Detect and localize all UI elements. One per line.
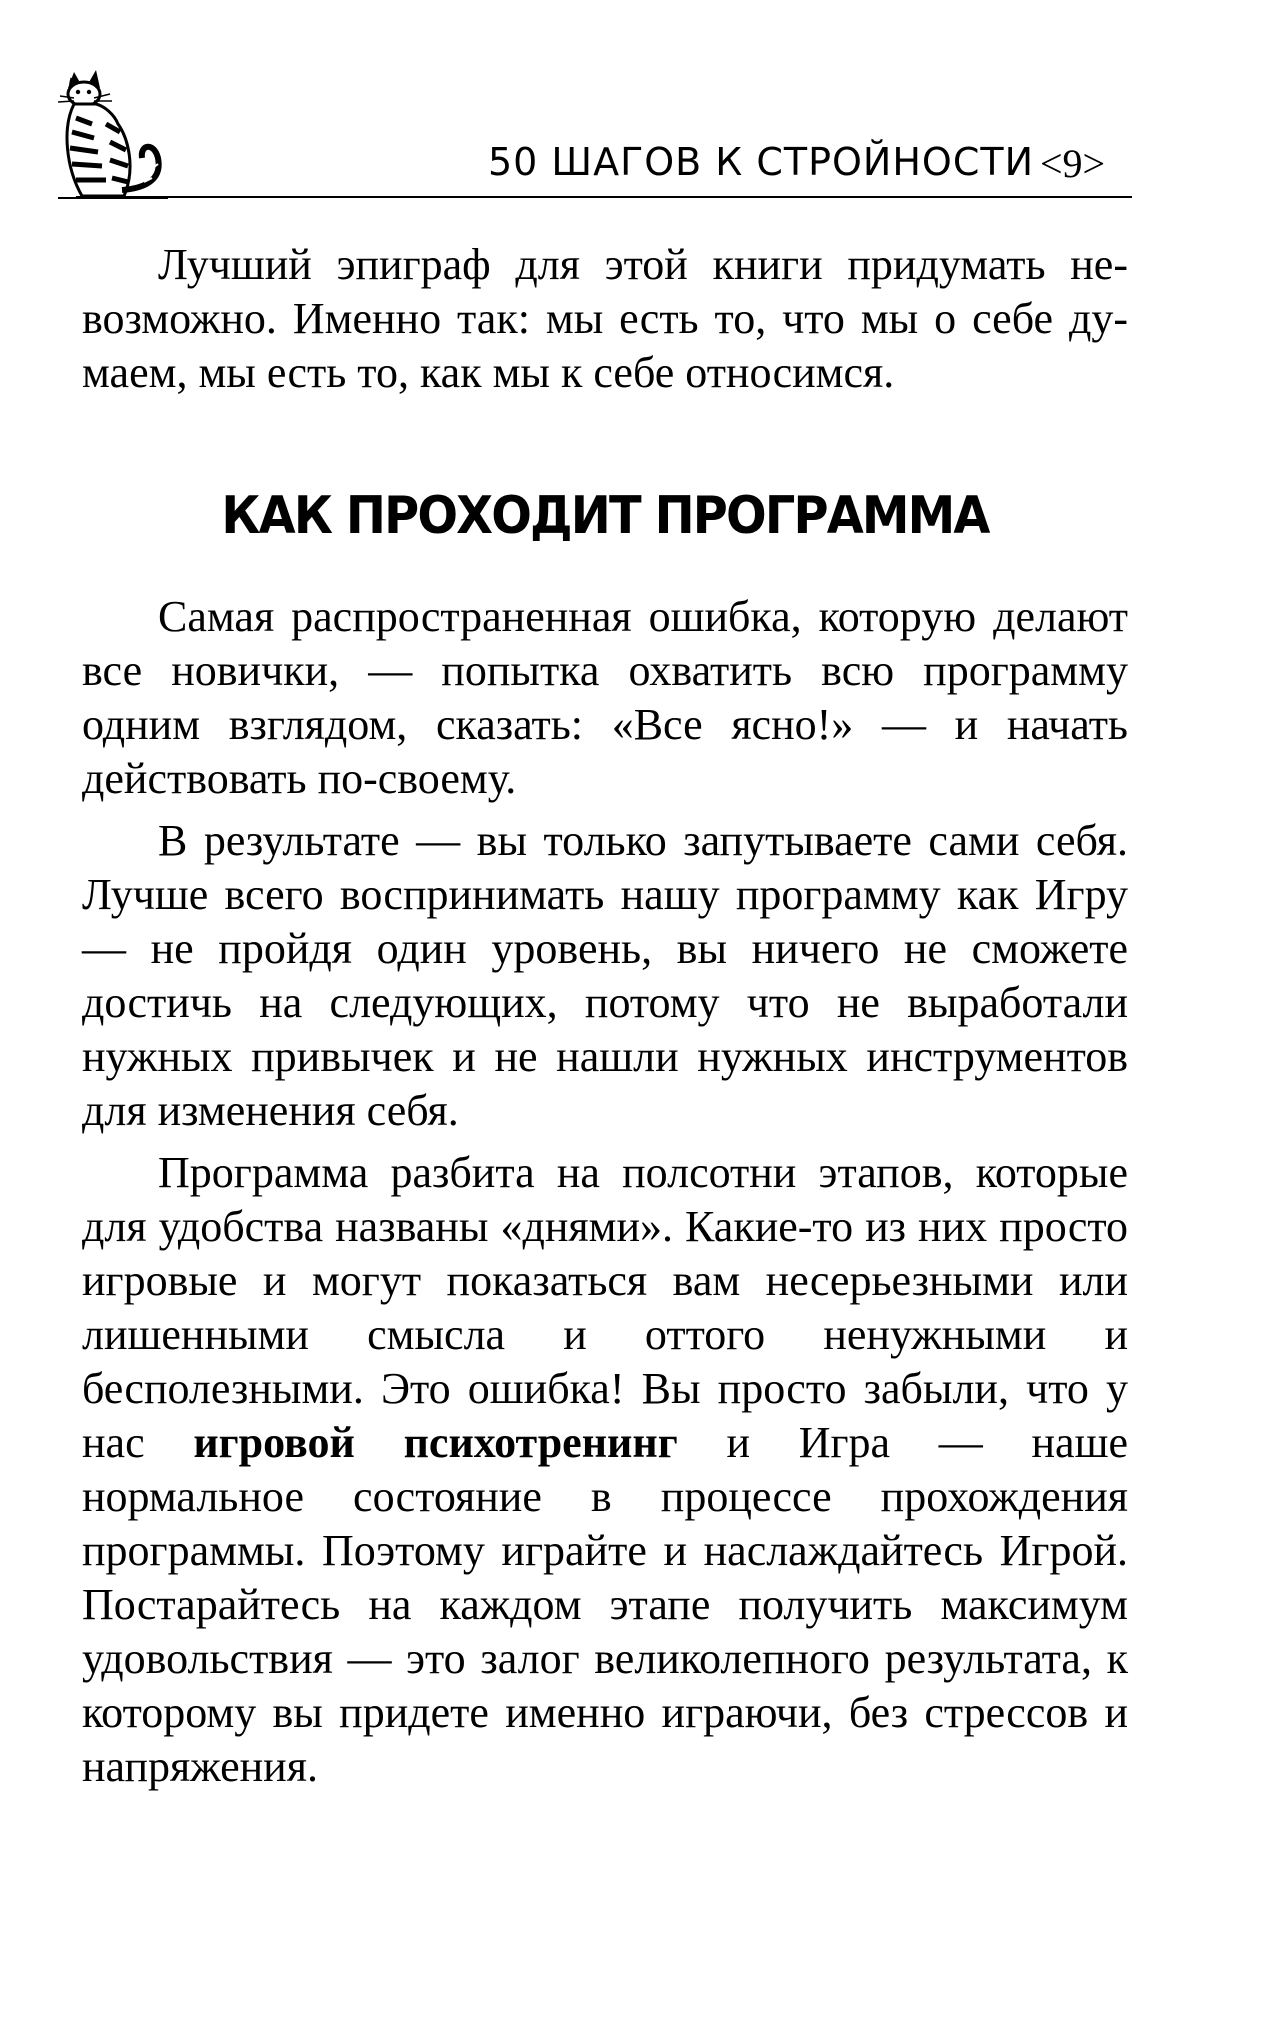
intro-block bbox=[82, 238, 1128, 400]
page-number: <9> bbox=[1040, 141, 1106, 186]
section-body bbox=[82, 590, 1128, 1794]
paragraph-3-text-end: и Игра — наше нормальное состояние в процессе прохождения программы. Поэтому играйте и наслаждайтесь Игрой. Постарайтесь на каждом этапе получить максимум удовольствия — это залог великолепного результата, к которому вы придете именно играючи, без стрессов и напряжения. bbox=[82, 1418, 1128, 1791]
striped-cat-icon bbox=[58, 58, 178, 208]
running-header-title: 50 ШАГОВ К СТРОЙНОСТИ bbox=[488, 140, 1035, 184]
section-heading: КАК ПРОХОДИТ ПРОГРАММА bbox=[221, 486, 989, 546]
paragraph-1: Самая распространенная ошибка, которую делают все новички, — попытка охватить всю программу одним взглядом, сказать: «Все ясно!» — и начать действовать по-своему. bbox=[82, 592, 1128, 803]
paragraph-3 bbox=[82, 1146, 1128, 1794]
paragraph-3-text-start: Программа разбита на полсотни этапов, которые для удобства названы «днями». Какие-то из них просто игровые и могут показаться вам несерьезными или лишенными смысла и оттого ненужными и бесполезными. Это ошибка! Вы просто забыли, что у нас bbox=[82, 1148, 1128, 1467]
header-rule bbox=[76, 196, 1132, 198]
paragraph-3-bold-term: игровой психотренинг bbox=[193, 1418, 678, 1467]
paragraph-2: В результате — вы только запутываете сами себя. Лучше всего воспринимать нашу программу как Игру — не пройдя один уровень, вы ничего не сможете достичь на следующих, потому что не выработали нужных привычек и не нашли нужных инструментов для изменения себя. bbox=[82, 816, 1128, 1135]
intro-paragraph: Лучший эпиграф для этой книги придумать невозможно. Именно так: мы есть то, что мы о себе думаем, мы есть то, как мы к себе относимся. bbox=[82, 240, 1128, 397]
